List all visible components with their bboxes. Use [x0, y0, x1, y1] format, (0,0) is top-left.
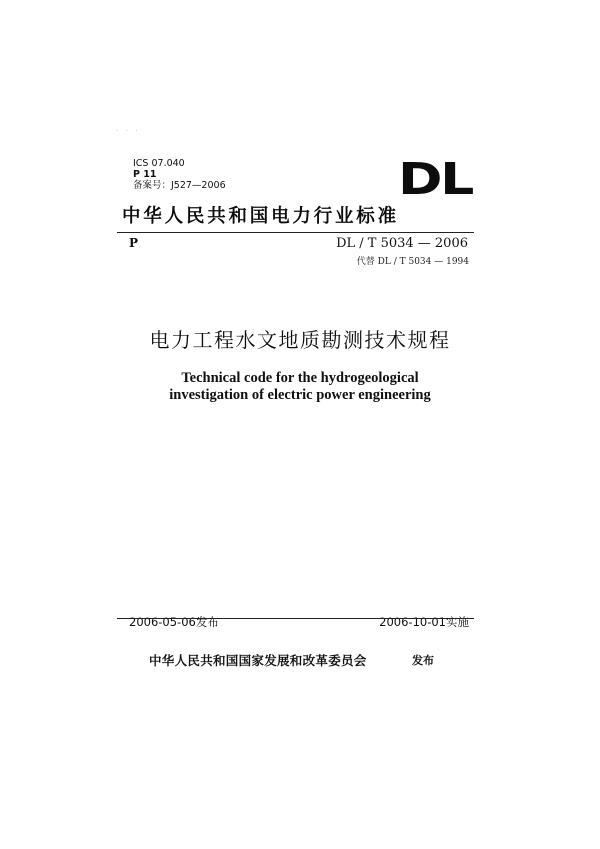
dl-logo: DL: [398, 154, 472, 205]
ics-code: ICS 07.040: [133, 158, 185, 169]
standard-body-title: 中华人民共和国电力行业标准: [122, 206, 399, 227]
footer-divider: [117, 618, 474, 619]
document-title-en-line1: Technical code for the hydrogeological: [181, 370, 419, 386]
issue-action: 发布: [412, 654, 434, 667]
issuing-authority: 中华人民共和国国家发展和改革委员会: [149, 653, 367, 668]
document-title-zh: 电力工程水文地质勘测技术规程: [149, 328, 451, 352]
implementation-date: 2006-10-01实施: [379, 615, 469, 629]
classification-letter: P: [129, 236, 139, 250]
header-divider: [117, 232, 474, 233]
category-code: P 11: [133, 169, 157, 180]
document-title-en-line2: investigation of electric power engineering: [169, 387, 431, 403]
replaces-standard: 代替 DL / T 5034 — 1994: [356, 257, 469, 267]
issue-date: 2006-05-06发布: [129, 615, 219, 629]
filing-number: 备案号：J527—2006: [133, 180, 226, 191]
standard-number: DL / T 5034 — 2006: [336, 236, 468, 251]
scan-specks: · · ·: [116, 128, 141, 135]
